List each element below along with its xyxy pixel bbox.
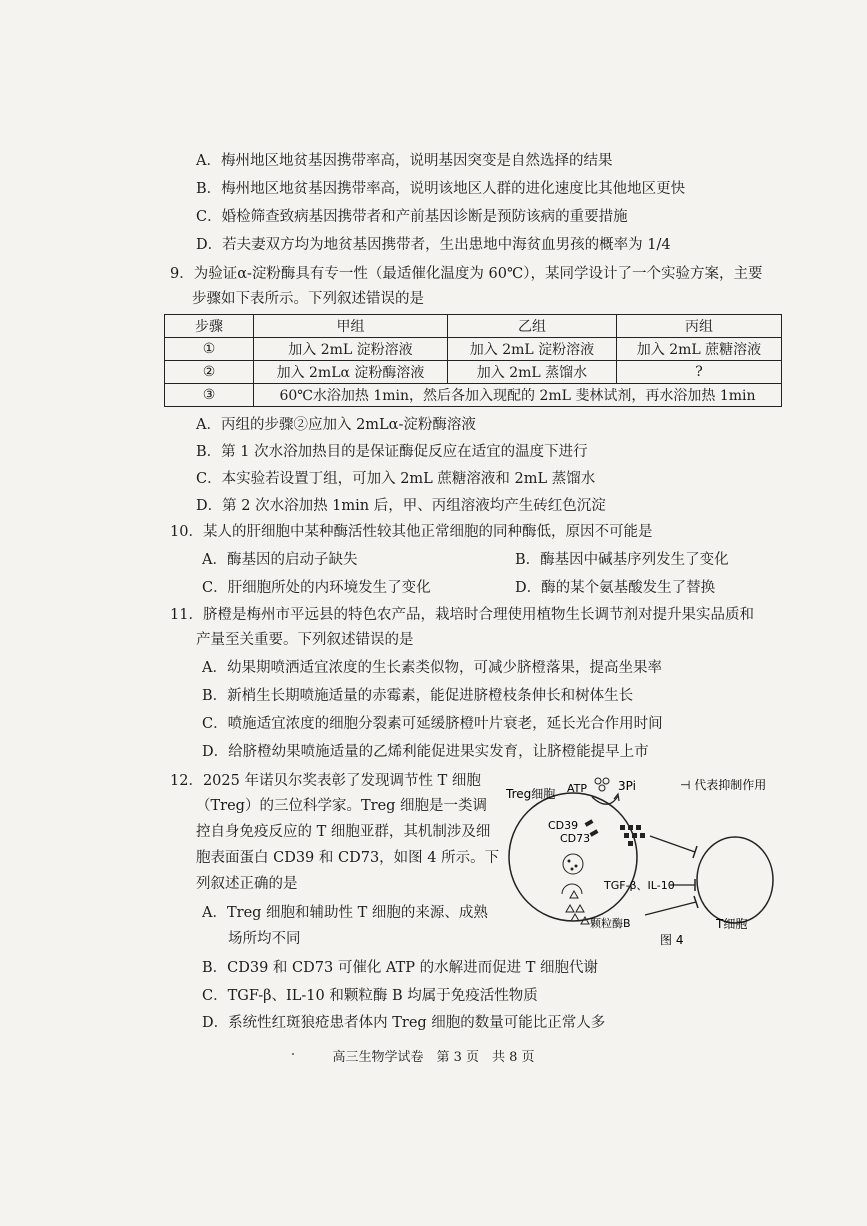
q11-stem-line1: 11．脐橙是梅州市平远县的特色农产品，栽培时合理使用植物生长调节剂对提升果实品质和 (170, 607, 754, 623)
table-cell: 加入 2mL 淀粉溶液 (254, 338, 448, 361)
table-row (165, 384, 782, 407)
q12-stem-line3: 控自身免疫反应的 T 细胞亚群，其机制涉及细 (196, 824, 491, 840)
q9-option-d: D．第 2 次水浴加热 1min 后，甲、丙组溶液均产生砖红色沉淀 (196, 498, 606, 514)
q8-option-b: B．梅州地区地贫基因携带率高，说明该地区人群的进化速度比其他地区更快 (196, 181, 686, 197)
granzyme-triangle-icon (576, 905, 584, 912)
q11-option-a: A．幼果期喷洒适宜浓度的生长素类似物，可减少脐橙落果，提高坐果率 (202, 660, 662, 676)
inhibition-legend: ⊣ 代表抑制作用 (680, 778, 767, 792)
table-cell: 加入 2mLα 淀粉酶溶液 (254, 361, 448, 384)
q11-stem-line2: 产量至关重要。下列叙述错误的是 (196, 632, 414, 648)
inhibition-line (650, 836, 695, 852)
q8-option-d: D．若夫妻双方均为地贫基因携带者，生出患地中海贫血男孩的概率为 1/4 (196, 237, 671, 253)
phosphate-icon (599, 785, 605, 791)
adenosine-icon (620, 825, 625, 830)
q12-stem-line2: （Treg）的三位科学家。Treg 细胞是一类调 (196, 798, 488, 814)
cytokine-dot-icon (575, 865, 578, 868)
q10-option-c: C．肝细胞所处的内环境发生了变化 (202, 580, 431, 596)
q9-stem-line1: 9．为验证α-淀粉酶具有专一性（最适催化温度为 60℃），某同学设计了一个实验方案，主要 (170, 266, 763, 282)
q12-option-a-line2: 场所均不同 (228, 931, 301, 947)
q9-stem-line2: 步骤如下表所示。下列叙述错误的是 (192, 291, 424, 307)
granzyme-triangle-icon (570, 891, 578, 898)
q12-option-b: B．CD39 和 CD73 可催化 ATP 的水解进而促进 T 细胞代谢 (202, 960, 599, 976)
q9-steps-table (164, 314, 782, 407)
t-cell-label: T细胞 (716, 917, 748, 931)
granzyme-b-label: 颗粒酶B (590, 917, 631, 930)
granzyme-triangle-icon (566, 905, 574, 912)
cd39-label: CD39 (548, 819, 579, 832)
table-row (165, 361, 782, 384)
exocytosis-vesicle-icon (562, 884, 582, 894)
q12-stem-line1: 12．2025 年诺贝尔奖表彰了发现调节性 T 细胞 (170, 773, 481, 789)
adenosine-icon (628, 841, 633, 846)
inhibition-line (645, 902, 696, 915)
q12-option-c: C．TGF-β、IL-10 和颗粒酶 B 均属于免疫活性物质 (202, 988, 538, 1004)
table-cell: 加入 2mL 蔗糖溶液 (617, 338, 782, 361)
table-header: 步骤 (165, 315, 254, 338)
adenosine-icon (632, 833, 637, 838)
q9-option-b: B．第 1 次水浴加热目的是保证酶促反应在适宜的温度下进行 (196, 444, 588, 460)
page-footer: 高三生物学试卷 第 3 页 共 8 页 (332, 1050, 535, 1065)
adenosine-icon (628, 825, 633, 830)
q10-stem: 10．某人的肝细胞中某种酶活性较其他正常细胞的同种酶低，原因不可能是 (170, 524, 653, 540)
q12-option-d: D．系统性红斑狼疮患者体内 Treg 细胞的数量可能比正常人多 (202, 1015, 606, 1031)
adenosine-icon (640, 833, 645, 838)
table-cell: ① (165, 338, 254, 361)
q9-option-c: C．本实验若设置丁组，可加入 2mL 蔗糖溶液和 2mL 蒸馏水 (196, 471, 596, 487)
table-header: 丙组 (617, 315, 782, 338)
adenosine-icon (636, 825, 641, 830)
t-cell-membrane (697, 837, 773, 923)
q12-stem-line5: 列叙述正确的是 (196, 876, 298, 892)
vesicle-icon (563, 854, 583, 874)
table-cell: ③ (165, 384, 254, 407)
q8-option-c: C．婚检筛查致病基因携带者和产前基因诊断是预防该病的重要措施 (196, 209, 628, 225)
q11-option-b: B．新梢生长期喷施适量的赤霉素，能促进脐橙枝条伸长和树体生长 (202, 688, 634, 704)
cd39-protein-icon (585, 819, 594, 826)
q11-option-c: C．喷施适宜浓度的细胞分裂素可延缓脐橙叶片衰老，延长光合作用时间 (202, 716, 663, 732)
table-cell-merged: 60℃水浴加热 1min，然后各加入现配的 2mL 斐林试剂，再水浴加热 1min (254, 384, 782, 407)
table-header: 乙组 (448, 315, 617, 338)
q12-stem-line4: 胞表面蛋白 CD39 和 CD73，如图 4 所示。下 (196, 850, 500, 866)
table-row (165, 338, 782, 361)
treg-cell-membrane (509, 793, 637, 921)
phosphate-icon (595, 778, 601, 784)
q9-option-a: A．丙组的步骤②应加入 2mLα-淀粉酶溶液 (196, 417, 476, 433)
cytokine-dot-icon (571, 868, 574, 871)
cd73-label: CD73 (560, 832, 591, 845)
figure-4-diagram (500, 772, 790, 947)
q11-option-d: D．给脐橙幼果喷施适量的乙烯利能促进果实发育，让脐橙能提早上市 (202, 744, 649, 760)
q10-option-a: A．酶基因的启动子缺失 (202, 552, 358, 568)
table-header-row (165, 315, 782, 338)
q10-option-d: D．酶的某个氨基酸发生了替换 (515, 580, 716, 596)
cytokine-dot-icon (568, 860, 571, 863)
table-cell: 加入 2mL 淀粉溶液 (448, 338, 617, 361)
pi-label: 3Pi (618, 779, 636, 793)
table-cell: ② (165, 361, 254, 384)
figure-caption: 图 4 (660, 933, 684, 947)
atp-label: ATP (567, 782, 588, 795)
table-cell: 加入 2mL 蒸馏水 (448, 361, 617, 384)
treg-cell-label: Treg细胞 (506, 787, 556, 801)
table-header: 甲组 (254, 315, 448, 338)
table-cell: ? (617, 361, 782, 384)
q8-option-a: A．梅州地区地贫基因携带率高，说明基因突变是自然选择的结果 (196, 153, 613, 169)
adenosine-icon (624, 833, 629, 838)
q10-option-b: B．酶基因中碱基序列发生了变化 (515, 552, 729, 568)
tgf-il10-label: TGF-β、IL-10 (604, 879, 675, 892)
phosphate-icon (603, 778, 609, 784)
cd73-protein-icon (590, 829, 599, 836)
q12-option-a-line1: A．Treg 细胞和辅助性 T 细胞的来源、成熟 (202, 905, 488, 921)
granzyme-triangle-icon (571, 914, 579, 921)
